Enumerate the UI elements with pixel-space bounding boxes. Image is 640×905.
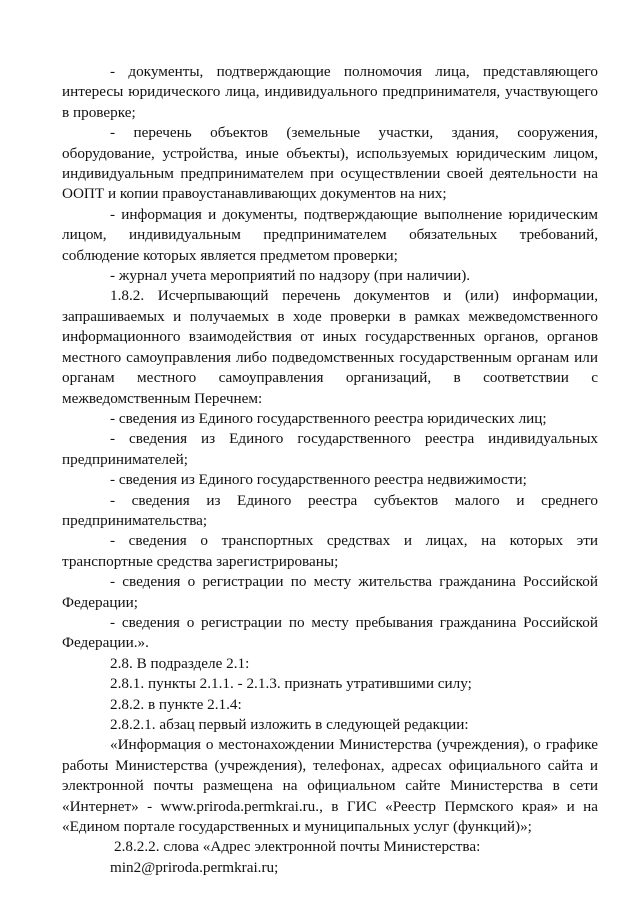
paragraph-17: «Информация о местонахождении Министерства (учреждения), о графике работы Министерства (учреждения), телефонах, адресах официального сайта и электронной почты размещена на официальном сайте Министерства в сети «Интернет» - www.priroda.permkrai.ru., в ГИС «Реестр Пермского края» и на «Едином портале государственных и муниципальных услуг (функций)»; (62, 736, 598, 836)
paragraph-16: 2.8.2.1. абзац первый изложить в следующей редакции: (110, 716, 469, 733)
paragraph-14: 2.8.1. пункты 2.1.1. - 2.1.3. признать утратившими силу; (110, 675, 472, 693)
paragraph-15: 2.8.2. в пункте 2.1.4: (110, 695, 242, 713)
paragraph-5: 1.8.2. Исчерпывающий перечень документов и (или) информации, запрашиваемых и получаемых в ходе проверки в рамках межведомственного информационного взаимодействия от иных государственных органов, органов местного самоуправления либо подведомственных государственным органам или органам местного самоуправления организаций, в соответствии с межведомственным Перечнем: (62, 287, 598, 407)
paragraph-13: 2.8. В подразделе 2.1: (110, 654, 250, 672)
paragraph-6: - сведения из Единого государственного реестра юридических лиц; (110, 409, 547, 427)
paragraph-9: - сведения из Единого реестра субъектов малого и среднего предпринимательства; (62, 491, 598, 529)
paragraph-12: - сведения о регистрации по месту пребывания гражданина Российской Федерации.». (62, 613, 598, 652)
paragraph-2: - перечень объектов (земельные участки, здания, сооружения, оборудование, устройства, иные объекты), используемых юридическим лицом, индивидуальным предпринимателем при осуществлении своей деятельности на ООПТ и копии правоустанавливающих документов на них; (62, 124, 598, 203)
paragraph-7: - сведения из Единого государственного реестра индивидуальных предпринимателей; (62, 430, 598, 468)
paragraph-8: - сведения из Единого государственного реестра недвижимости; (110, 471, 527, 489)
paragraph-1: - документы, подтверждающие полномочия лица, представляющего интересы юридического лица, индивидуального предпринимателя, участвующего в проверке; (62, 63, 598, 121)
paragraph-10: - сведения о транспортных средствах и лицах, на которых эти транспортные средства зарегистрированы; (62, 532, 598, 570)
paragraph-3: - информация и документы, подтверждающие выполнение юридическим лицом, индивидуальным предпринимателем обязательных требований, соблюдение которых является предметом проверки; (62, 205, 598, 264)
paragraph-11: - сведения о регистрации по месту жительства гражданина Российской Федерации; (62, 573, 598, 611)
paragraph-4: - журнал учета мероприятий по надзору (при наличии). (110, 267, 471, 285)
paragraph-19: min2@priroda.permkrai.ru; (110, 858, 279, 876)
paragraph-18: 2.8.2.2. слова «Адрес электронной почты Министерства: (114, 838, 481, 856)
